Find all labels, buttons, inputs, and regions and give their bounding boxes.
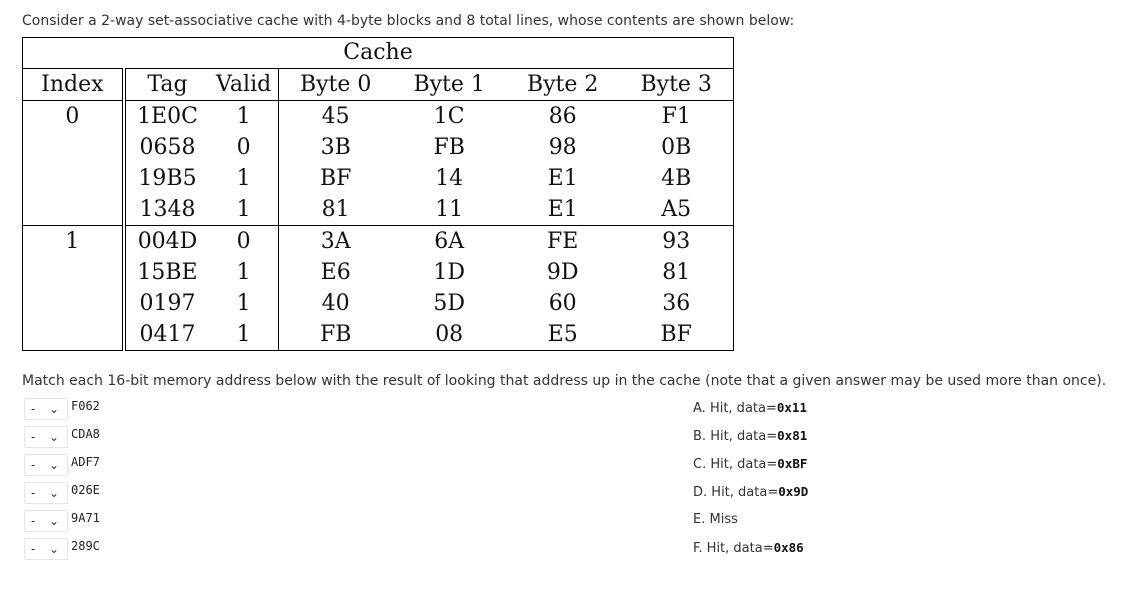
- chevron-down-icon: ⌄: [49, 430, 60, 444]
- answer-option-e: [693, 512, 738, 527]
- chevron-down-icon: ⌄: [49, 486, 60, 500]
- header-byte3: Byte 3: [619, 69, 733, 101]
- chevron-down-icon: ⌄: [49, 402, 60, 416]
- byte-cell: 0B: [661, 135, 692, 160]
- tag-cell: 1E0C: [137, 104, 198, 129]
- chevron-down-icon: ⌄: [49, 458, 60, 472]
- answer-letter: B.: [693, 429, 707, 444]
- byte-cell: 4B: [661, 166, 692, 191]
- byte-cell: 1D: [433, 260, 465, 285]
- table-row: [23, 132, 734, 163]
- tag-cell: 19B5: [138, 166, 197, 191]
- byte-cell: 3B: [320, 135, 351, 160]
- answer-code: 0x81: [777, 428, 808, 443]
- address-label: ADF7: [71, 455, 100, 469]
- valid-cell: 1: [209, 257, 278, 288]
- answer-code: 0x9D: [778, 484, 809, 499]
- tag-cell: 0658: [139, 135, 196, 160]
- valid-cell: 1: [209, 163, 278, 194]
- valid-cell: 1: [209, 194, 278, 226]
- byte-cell: 6A: [434, 229, 465, 254]
- byte-cell: 93: [662, 229, 691, 254]
- byte-cell: E6: [320, 260, 351, 285]
- select-value: -: [31, 458, 36, 472]
- table-row: [23, 101, 734, 133]
- address-label: CDA8: [71, 427, 100, 441]
- byte-cell: E1: [547, 166, 578, 191]
- select-value: -: [31, 402, 36, 416]
- answer-letter: C.: [693, 457, 707, 472]
- answer-option-b: [693, 428, 807, 444]
- answer-code: 0x86: [773, 540, 804, 555]
- byte-cell: 60: [548, 291, 577, 316]
- select-value: -: [31, 542, 36, 556]
- byte-cell: 81: [662, 260, 691, 285]
- answer-text: Hit, data=: [710, 457, 778, 472]
- answer-code: 0x11: [776, 400, 807, 415]
- byte-cell: 3A: [320, 229, 351, 254]
- byte-cell: 45: [321, 104, 350, 129]
- select-value: -: [31, 514, 36, 528]
- header-valid: Valid: [209, 69, 278, 101]
- byte-cell: 9D: [546, 260, 579, 285]
- table-caption: Cache: [23, 38, 734, 69]
- table-row: [23, 288, 734, 319]
- byte-cell: E1: [506, 194, 620, 226]
- answer-option-f: [693, 540, 804, 556]
- byte-cell: 81: [278, 194, 392, 226]
- set-index: 0: [23, 101, 124, 226]
- intro-text: Consider a 2-way set-associative cache with 4-byte blocks and 8 total lines, whose contents are shown below:: [22, 13, 795, 29]
- answer-select[interactable]: [24, 538, 68, 560]
- table-row: [23, 163, 734, 194]
- byte-cell: 5D: [433, 291, 465, 316]
- byte-cell: 98: [548, 135, 577, 160]
- address-label: 9A71: [71, 511, 100, 525]
- header-tag: Tag: [124, 69, 210, 101]
- byte-cell: BF: [660, 322, 692, 347]
- answer-select[interactable]: [24, 482, 68, 504]
- header-byte1: Byte 1: [392, 69, 506, 101]
- valid-cell: 0: [209, 226, 278, 258]
- byte-cell: FB: [433, 135, 465, 160]
- answer-option-d: [693, 484, 808, 500]
- tag-cell: 0417: [139, 322, 196, 347]
- address-label: F062: [71, 399, 100, 413]
- table-row: [23, 319, 734, 351]
- address-label: 289C: [71, 539, 100, 553]
- header-byte0: Byte 0: [278, 69, 392, 101]
- byte-cell: BF: [319, 166, 352, 191]
- answer-text: Hit, data=: [710, 429, 778, 444]
- answer-letter: E.: [693, 512, 706, 527]
- header-index: Index: [23, 69, 124, 101]
- byte-cell: 1C: [433, 104, 465, 129]
- tag-cell: 1348: [124, 194, 210, 226]
- table-row: [23, 226, 734, 258]
- byte-cell: 08: [435, 322, 464, 347]
- question-text: Match each 16-bit memory address below with the result of looking that address up in the cache (note that a given answer may be used more than once).: [22, 373, 1107, 389]
- answer-text: Hit, data=: [711, 485, 779, 500]
- byte-cell: E5: [547, 322, 578, 347]
- chevron-down-icon: ⌄: [49, 514, 60, 528]
- tag-cell: 15BE: [137, 260, 198, 285]
- valid-cell: 1: [209, 101, 278, 133]
- answer-text: Miss: [709, 512, 738, 527]
- answer-text: Hit, data=: [706, 541, 774, 556]
- byte-cell: F1: [661, 104, 691, 129]
- cache-table: [22, 37, 734, 351]
- byte-cell: 86: [548, 104, 577, 129]
- answer-letter: D.: [693, 485, 708, 500]
- tag-cell: 0197: [139, 291, 196, 316]
- tag-cell: 004D: [137, 229, 198, 254]
- byte-cell: 11: [392, 194, 506, 226]
- answer-letter: F.: [693, 541, 703, 556]
- byte-cell: 36: [662, 291, 691, 316]
- answer-text: Hit, data=: [709, 401, 777, 416]
- answer-letter: A.: [693, 401, 706, 416]
- byte-cell: 40: [321, 291, 350, 316]
- valid-cell: 1: [209, 319, 278, 351]
- select-value: -: [31, 430, 36, 444]
- chevron-down-icon: ⌄: [49, 542, 60, 556]
- answer-code: 0xBF: [777, 456, 808, 471]
- select-value: -: [31, 486, 36, 500]
- answer-select[interactable]: [24, 510, 68, 532]
- answer-select[interactable]: [24, 398, 68, 420]
- valid-cell: 1: [209, 288, 278, 319]
- table-row: [23, 257, 734, 288]
- address-label: 026E: [71, 483, 100, 497]
- answer-select[interactable]: [24, 426, 68, 448]
- answer-option-a: [693, 400, 807, 416]
- answer-select[interactable]: [24, 454, 68, 476]
- byte-cell: FB: [319, 322, 352, 347]
- header-byte2: Byte 2: [506, 69, 620, 101]
- table-row: [23, 194, 734, 226]
- set-index: 1: [23, 226, 124, 351]
- answer-option-c: [693, 456, 807, 472]
- byte-cell: FE: [547, 229, 579, 254]
- byte-cell: A5: [619, 194, 733, 226]
- valid-cell: 0: [209, 132, 278, 163]
- byte-cell: 14: [435, 166, 464, 191]
